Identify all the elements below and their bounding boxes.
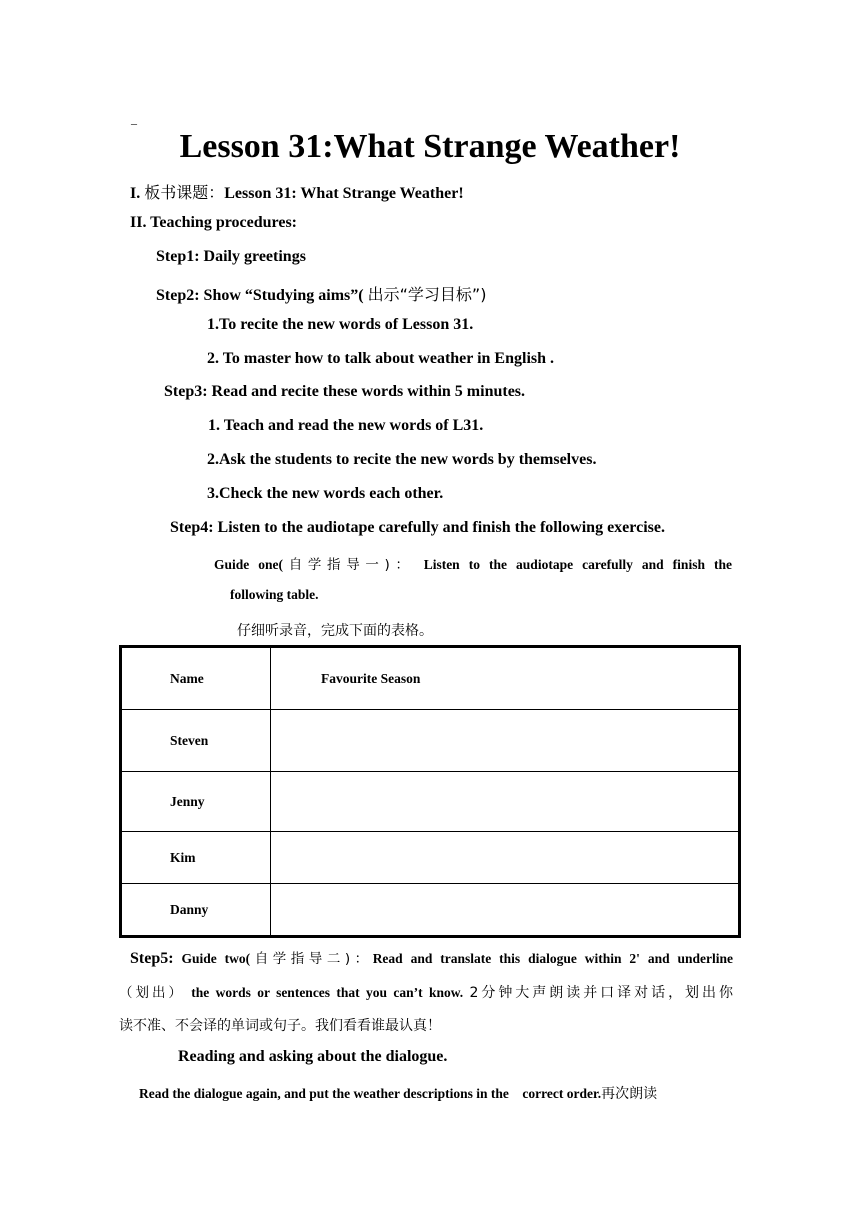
row-season <box>271 832 740 884</box>
last-line-text: Read the dialogue again, and put the weather descriptions in the correct order. <box>139 1086 602 1101</box>
guide-one-label: Guide one( <box>214 557 284 572</box>
section-2-heading: II. Teaching procedures: <box>130 214 297 231</box>
step-5-line-3: 读不准、不会译的单词或句子。我们看看谁最认真！ <box>119 1018 441 1034</box>
row-season <box>271 884 740 937</box>
header-marker: – <box>131 116 137 130</box>
guide-one <box>214 553 732 573</box>
step-3-item-2: 2.Ask the students to recite the new words by themselves. <box>207 451 597 468</box>
reading-heading: Reading and asking about the dialogue. <box>178 1048 448 1065</box>
step-5-line-1-text: Read and translate this dialogue within 2' and underline <box>372 951 734 966</box>
step-2-text: Step2: Show “Studying aims”( <box>156 287 364 304</box>
row-name: Steven <box>121 710 271 772</box>
guide-one-cn: 自学指导一)： <box>283 557 415 573</box>
last-line-cn: 再次朗读 <box>601 1086 658 1102</box>
table-row <box>121 832 740 884</box>
step-3-item-1: 1. Teach and read the new words of L31. <box>208 417 484 434</box>
step-1: Step1: Daily greetings <box>156 248 306 265</box>
step-3-item-3: 3.Check the new words each other. <box>207 485 444 502</box>
page-title: Lesson 31:What Strange Weather! <box>179 128 681 165</box>
section-1-text: Lesson 31: What Strange Weather! <box>224 185 464 202</box>
step-5-label: Step5: <box>130 950 174 967</box>
step-2 <box>156 282 486 305</box>
step-5-guide-cn: 自学指导二)： <box>250 951 373 967</box>
row-name: Danny <box>121 884 271 937</box>
row-name: Jenny <box>121 772 271 832</box>
aim-1: 1.To recite the new words of Lesson 31. <box>207 316 474 333</box>
section-1-prefix: I. <box>130 185 141 202</box>
section-1-label: 板书课题： <box>144 183 225 202</box>
step-5-line-2 <box>119 981 733 1002</box>
season-table <box>119 645 741 938</box>
row-name: Kim <box>121 832 271 884</box>
table-row <box>121 772 740 832</box>
step-5-guide-label: Guide two( <box>181 951 251 966</box>
guide-one-continued: following table. <box>230 587 319 602</box>
table-row <box>121 710 740 772</box>
row-season <box>271 772 740 832</box>
row-season <box>271 710 740 772</box>
guide-one-cn-instruction: 仔细听录音，完成下面的表格。 <box>237 623 433 639</box>
guide-one-text: Listen to the audiotape carefully and finish the <box>423 557 732 572</box>
step-5-line-2-text: the words or sentences that you can’t know. <box>191 985 464 1000</box>
step-2-cn: 出示“学习目标”) <box>367 285 487 304</box>
table-row <box>121 884 740 937</box>
step-3: Step3: Read and recite these words within 5 minutes. <box>164 383 526 400</box>
table-header-row <box>121 647 740 710</box>
aim-2: 2. To master how to talk about weather in English . <box>207 350 555 367</box>
step-4: Step4: Listen to the audiotape carefully and finish the following exercise. <box>170 519 665 536</box>
section-1 <box>130 180 464 203</box>
step-5-line-1 <box>130 947 733 968</box>
step-5-line-2-cn-a: （划出） <box>119 985 185 1001</box>
step-5-line-2-cn-b: 2分钟大声朗读并口译对话，划出你 <box>469 985 734 1001</box>
header-name: Name <box>121 647 271 710</box>
last-line <box>139 1083 657 1103</box>
header-favourite-season: Favourite Season <box>271 647 740 710</box>
